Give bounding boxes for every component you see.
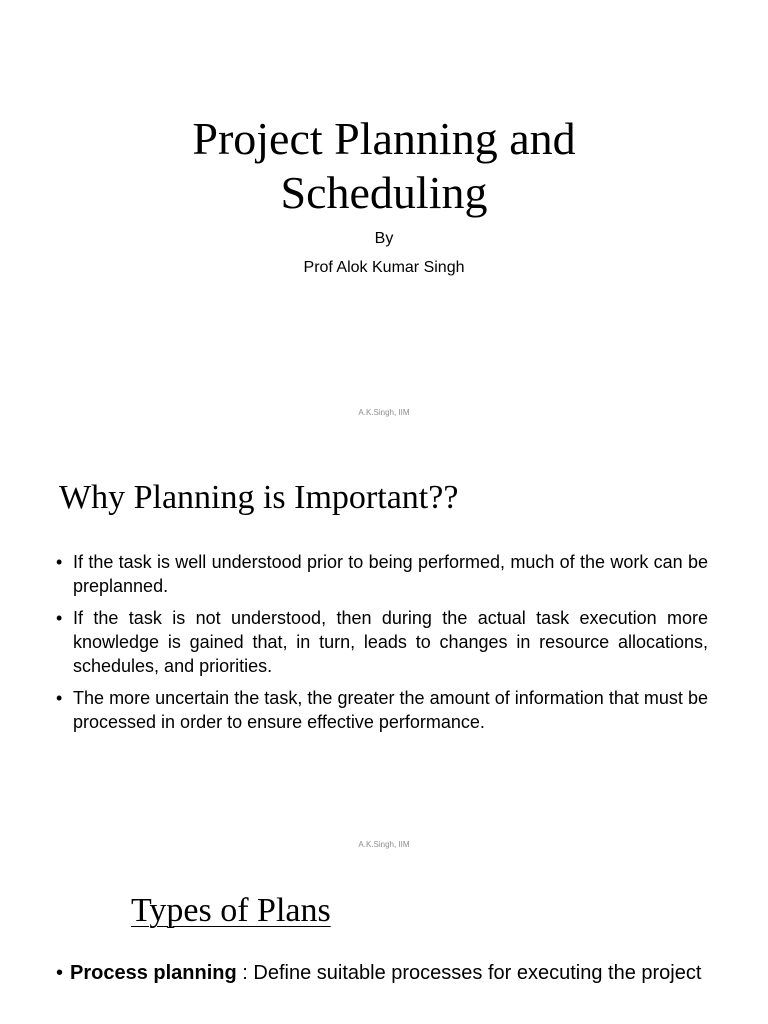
slide-why-planning (0, 432, 768, 864)
slide-heading: Types of Plans (131, 892, 331, 929)
slide-footer: A.K.Singh, IIM (358, 408, 410, 417)
title-line-2: Scheduling (280, 167, 488, 218)
presentation-title (0, 112, 768, 220)
slide-footer: A.K.Singh, IIM (358, 840, 410, 849)
list-item (56, 686, 708, 734)
slide-title (0, 0, 768, 432)
list-item (56, 960, 726, 986)
author-name: Prof Alok Kumar Singh (303, 259, 465, 276)
bullet-text: If the task is well understood prior to being performed, much of the work can be preplanned. (73, 552, 708, 596)
bullet-icon: • (56, 962, 64, 984)
bullet-text: : Define suitable processes for executing the project (236, 962, 702, 984)
slide-heading: Why Planning is Important?? (59, 479, 459, 516)
slide-types-of-plans (0, 864, 768, 1024)
bullet-icon: • (56, 552, 63, 572)
list-item (56, 606, 708, 678)
bullet-list (56, 550, 708, 742)
bullet-icon: • (56, 688, 63, 708)
list-item (56, 550, 708, 598)
bullet-icon: • (56, 608, 63, 628)
title-line-1: Project Planning and (192, 113, 576, 164)
by-label: By (374, 230, 394, 247)
bullet-text: If the task is not understood, then during the actual task execution more knowledge is gained that, in turn, leads to changes in resource allocations, schedules, and priorities. (73, 608, 708, 676)
bullet-list (56, 960, 726, 994)
bullet-text: The more uncertain the task, the greater the amount of information that must be processed in order to ensure effective performance. (73, 688, 708, 732)
bullet-term: Process planning (70, 962, 237, 984)
